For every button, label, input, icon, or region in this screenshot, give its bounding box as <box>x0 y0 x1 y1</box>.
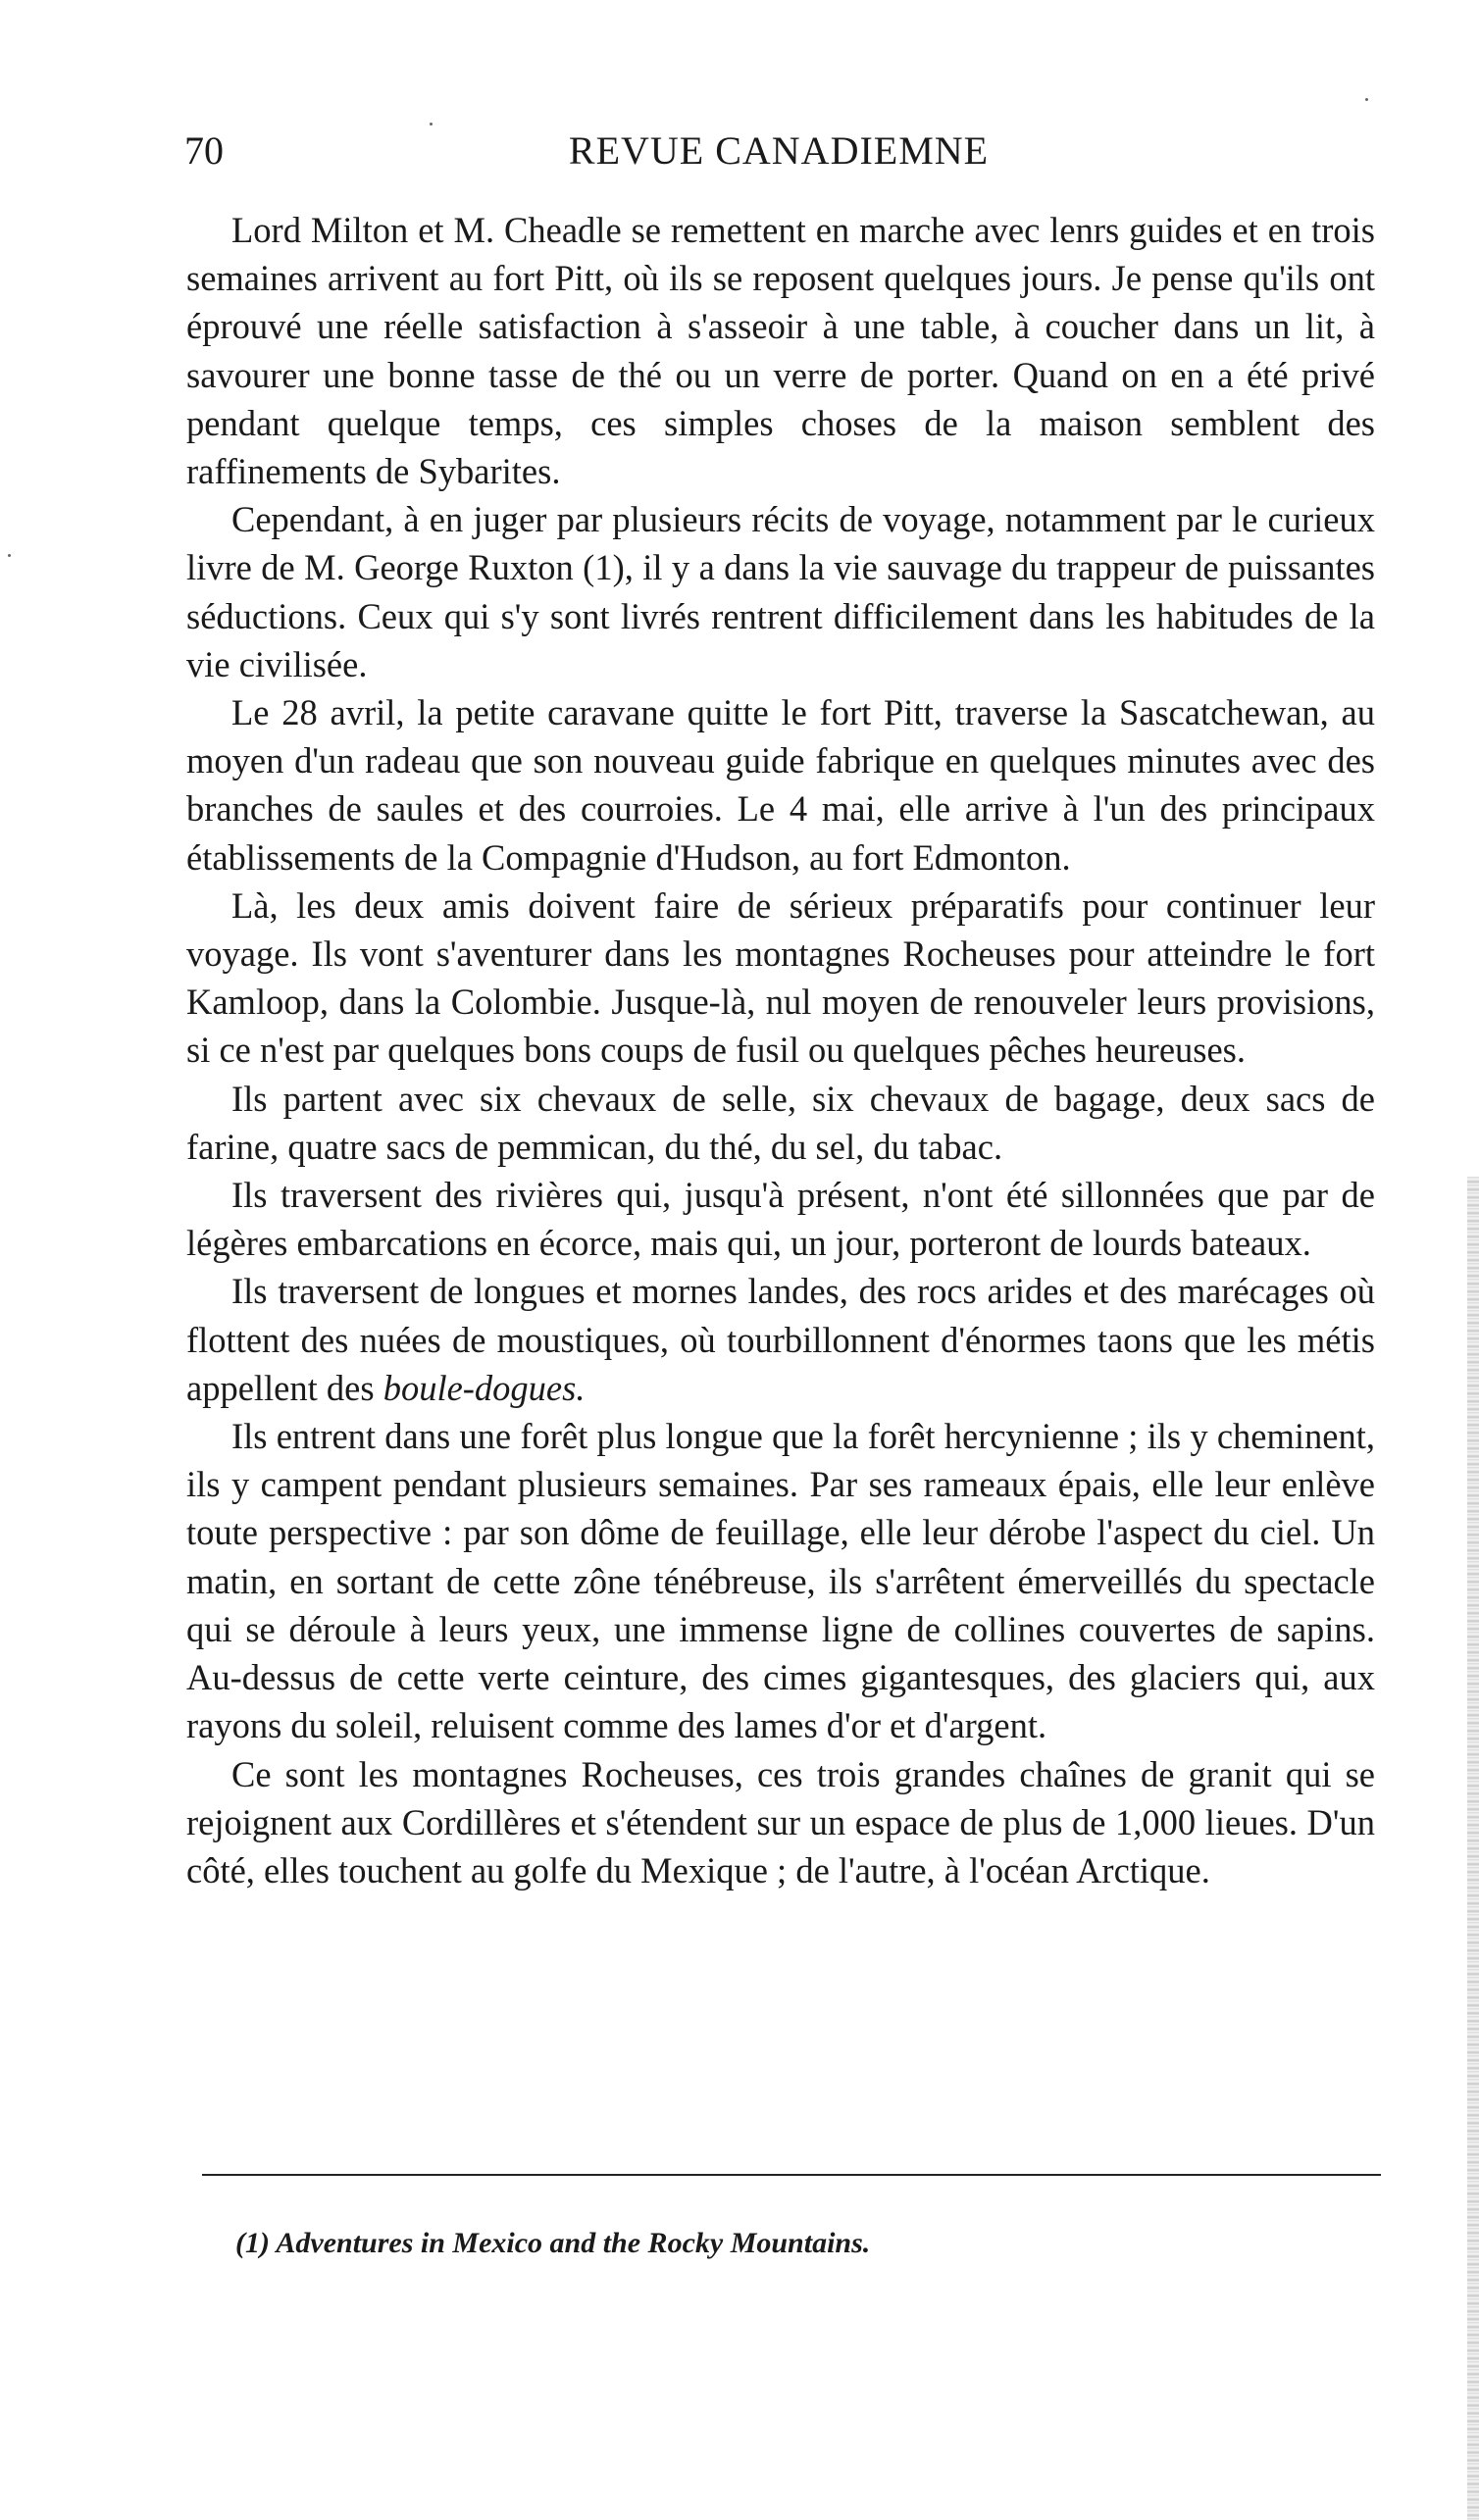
speck <box>1365 98 1368 101</box>
page-number: 70 <box>184 128 224 173</box>
paragraph: Ce sont les montagnes Rocheuses, ces trois grandes chaînes de granit qui se rejoignent aux Cordillères et s'étendent sur un espace de plus de 1,000 lieues. D'un côté, elles touchent au golfe du Mexique ; de l'autre, à l'océan Arctique. <box>186 1753 1375 1890</box>
paragraph: Ils entrent dans une forêt plus longue que la forêt hercynienne ; ils y cheminent, ils y campent pendant plusieurs semaines. Par ses rameaux épais, elle leur enlève toute perspective : par son dôme de feuillage, elle leur dérobe l'aspect du ciel. Un matin, en sortant de cette zône ténébreuse, ils s'arrêtent émerveillés du spectacle qui se déroule à leurs yeux, une immense ligne de collines couvertes de sapins. Au-dessus de cette verte ceinture, des cimes gigantesques, des glaciers qui, aux rayons du soleil, reluisent comme des lames d'or et d'argent. <box>186 1416 1375 1746</box>
paragraph: Là, les deux amis doivent faire de sérieux préparatifs pour continuer leur voyage. Ils vont s'aventurer dans les montagnes Rocheuses pour atteindre le fort Kamloop, dans la Colombie. Jusque-là, nul moyen de renouveler leurs provisions, si ce n'est par quelques bons coups de fusil ou quelques pêches heureuses. <box>186 884 1375 1071</box>
speck <box>8 554 11 557</box>
paragraph: Ils traversent des rivières qui, jusqu'à présent, n'ont été sillonnées que par de légères embarcations en écorce, mais qui, un jour, porteront de lourds bateaux. <box>186 1175 1375 1264</box>
running-head <box>184 126 1373 176</box>
paragraph-text: Ils traversent de longues et mornes landes, des rocs arides et des marécages où flottent des nuées de moustiques, où tourbillonnent d'énormes taons que les métis appellent des <box>186 1271 1375 1408</box>
italic-term: boule-dogues. <box>382 1367 586 1408</box>
paragraph: Cependant, à en juger par plusieurs récits de voyage, notamment par le curieux livre de M. George Ruxton (1), il y a dans la vie sauvage du trappeur de puissantes séductions. Ceux qui s'y sont livrés rentrent difficilement dans les habitudes de la vie civilisée. <box>186 499 1375 684</box>
speck <box>430 123 433 126</box>
paragraph: Ils partent avec six chevaux de selle, six chevaux de bagage, deux sacs de farine, quatre sacs de pemmican, du thé, du sel, du tabac. <box>186 1078 1375 1167</box>
paragraph <box>186 1267 1375 1412</box>
paragraph: Le 28 avril, la petite caravane quitte le fort Pitt, traverse la Sascatchewan, au moyen d'un radeau que son nouveau guide fabrique en quelques minutes avec des branches de saules et des courroies. Le 4 mai, elle arrive à l'un des principaux établissements de la Compagnie d'Hudson, au fort Edmonton. <box>186 692 1375 878</box>
page-edge-shadow <box>1467 1177 1479 2520</box>
page-title: REVUE CANADIEMNE <box>568 128 990 173</box>
body-text <box>186 206 1375 1894</box>
paragraph: Lord Milton et M. Cheadle se remettent en marche avec lenrs guides et en trois semaines arrivent au fort Pitt, où ils se reposent quelques jours. Je pense qu'ils ont éprouvé une réelle satisfaction à s'asseoir à une table, à coucher dans un lit, à savourer une bonne tasse de thé ou un verre de porter. Quand on en a été privé pendant quelque temps, ces simples choses de la maison semblent des raffinements de Sybarites. <box>186 210 1375 492</box>
footnote: (1) Adventures in Mexico and the Rocky Mountains. <box>235 2227 871 2259</box>
footnote-divider <box>202 2174 1381 2176</box>
